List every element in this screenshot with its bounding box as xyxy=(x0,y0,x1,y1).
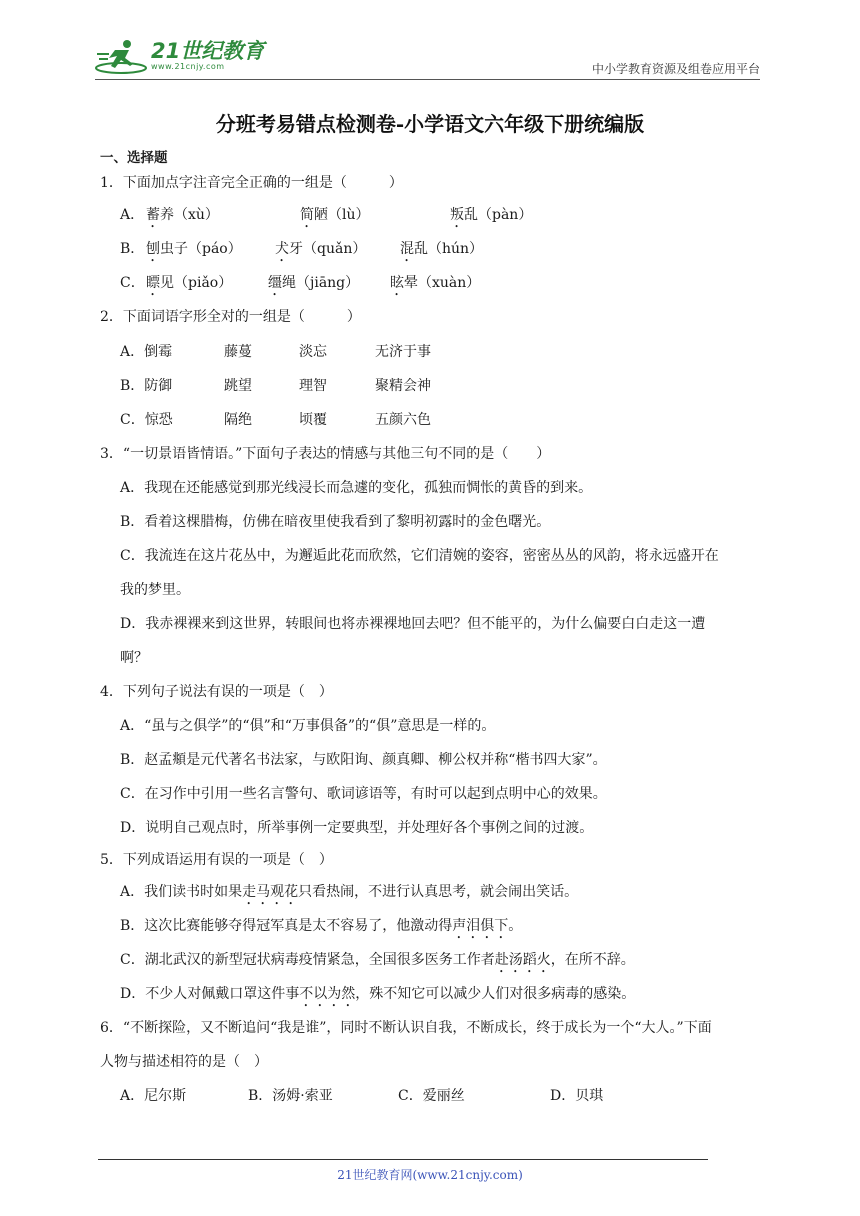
runner-logo-icon xyxy=(95,38,147,76)
option-text: 顷覆 xyxy=(299,412,327,428)
option-text: 只看热闹，不进行认真思考，就会闹出笑话。 xyxy=(298,884,579,900)
dotted-char: 眩 xyxy=(390,275,404,291)
question-5-option-d xyxy=(120,984,760,1010)
option-text: 淡忘 xyxy=(299,344,327,360)
header-divider xyxy=(95,79,760,80)
option-text: C．惊恐 xyxy=(120,412,173,428)
question-4-stem: 4．下列句子说法有误的一项是（ ） xyxy=(100,684,333,700)
page-header xyxy=(95,38,760,80)
option-letter: C． xyxy=(120,275,145,291)
question-3-option-a: A．我现在还能感觉到那光线浸长而急遽的变化，孤独而惆怅的黄昏的到来。 xyxy=(120,480,593,496)
option-text: 见（piǎo） xyxy=(160,275,233,291)
question-6-stem-cont: 人物与描述相符的是（ ） xyxy=(100,1054,268,1070)
option-text: 陋（lù） xyxy=(314,207,370,223)
option-text: B．汤姆·索亚 xyxy=(248,1088,333,1104)
question-4-option-b: B．赵孟頫是元代著名书法家，与欧阳询、颜真卿、柳公权并称“楷书四大家”。 xyxy=(120,752,607,768)
question-2-stem: 2．下面词语字形全对的一组是（ ） xyxy=(100,309,361,325)
question-4-option-a: A．“虽与之俱学”的“俱”和“万事俱备”的“俱”意思是一样的。 xyxy=(120,718,496,734)
option-text: ，殊不知它可以减少人们对很多病毒的感染。 xyxy=(355,986,636,1002)
option-text: ，在所不辞。 xyxy=(550,952,635,968)
option-text: A．倒霉 xyxy=(120,344,173,360)
option-text: A．尼尔斯 xyxy=(120,1088,187,1104)
question-4-option-c: C．在习作中引用一些名言警句、歌词谚语等，有时可以起到点明中心的效果。 xyxy=(120,786,607,802)
dotted-idiom: 走马观花 xyxy=(242,884,299,900)
option-text: B．防御 xyxy=(120,378,173,394)
option-text: 理智 xyxy=(299,378,327,394)
option-text: A．我们读书时如果 xyxy=(120,884,243,900)
dotted-char: 缰 xyxy=(268,275,282,291)
option-text: 虫子（páo） xyxy=(160,241,242,257)
question-5-stem: 5．下列成语运用有误的一项是（ ） xyxy=(100,852,333,868)
dotted-char: 蓄 xyxy=(146,207,160,223)
option-text: 跳望 xyxy=(224,378,252,394)
question-4-option-d: D．说明自己观点时，所举事例一定要典型，并处理好各个事例之间的过渡。 xyxy=(120,820,594,836)
option-text: C．爱丽丝 xyxy=(398,1088,465,1104)
dotted-idiom: 赴汤蹈火 xyxy=(494,952,551,968)
dotted-char: 叛 xyxy=(450,207,464,223)
document-title: 分班考易错点检测卷-小学语文六年级下册统编版 xyxy=(215,112,645,136)
question-6-stem: 6．“不断探险，又不断追问“我是谁”，同时不断认识自我，不断成长，终于成长为一个“大人。”下面 xyxy=(100,1020,712,1036)
dotted-idiom: 不以为然 xyxy=(299,986,356,1002)
question-1-stem: 1．下面加点字注音完全正确的一组是（ ） xyxy=(100,175,403,191)
question-3-option-c: C．我流连在这片花丛中，为邂逅此花而欣然，它们清婉的姿容，密密丛丛的风韵，将永远盛开在 xyxy=(120,548,719,564)
question-3-stem: 3．“一切景语皆情语。”下面句子表达的情感与其他三句不同的是（ ） xyxy=(100,446,551,462)
dotted-char: 混 xyxy=(400,241,414,257)
platform-label: 中小学教育资源及组卷应用平台 xyxy=(591,62,760,76)
logo-title: 21世纪教育 xyxy=(151,39,265,63)
option-text: C．湖北武汉的新型冠状病毒疫情紧急，全国很多医务工作者 xyxy=(120,952,495,968)
question-3-option-c-cont: 我的梦里。 xyxy=(120,582,190,598)
question-3-option-d-cont: 啊？ xyxy=(120,650,148,666)
footer-divider xyxy=(98,1159,708,1160)
option-text: D．贝琪 xyxy=(550,1088,604,1104)
dotted-char: 瞟 xyxy=(146,275,160,291)
option-text: 聚精会神 xyxy=(375,378,431,394)
question-3-option-b: B．看着这棵腊梅，仿佛在暗夜里使我看到了黎明初露时的金色曙光。 xyxy=(120,514,551,530)
dotted-char: 简 xyxy=(300,207,314,223)
dotted-idiom: 声泪俱下 xyxy=(452,918,509,934)
question-5-option-c xyxy=(120,950,760,976)
option-text: D．不少人对佩戴口罩这件事 xyxy=(120,986,300,1002)
question-5-option-a xyxy=(120,882,760,908)
option-letter: B． xyxy=(120,241,145,257)
option-letter: A． xyxy=(120,207,145,223)
dotted-char: 犬 xyxy=(275,241,289,257)
option-text: B．这次比赛能够夺得冠军真是太不容易了，他激动得 xyxy=(120,918,453,934)
option-text: 晕（xuàn） xyxy=(404,275,481,291)
option-text: 乱（hún） xyxy=(414,241,484,257)
option-text: 绳（jiāng） xyxy=(282,275,360,291)
option-text: 隔绝 xyxy=(224,412,252,428)
option-text: 五颜六色 xyxy=(375,412,431,428)
logo-url: www.21cnjy.com xyxy=(151,62,225,71)
section-heading: 一、选择题 xyxy=(100,150,168,166)
logo xyxy=(95,38,264,76)
option-text: 牙（quǎn） xyxy=(289,241,367,257)
question-5-option-b xyxy=(120,916,760,942)
option-text: 养（xù） xyxy=(160,207,219,223)
dotted-char: 刨 xyxy=(146,241,160,257)
option-text: 乱（pàn） xyxy=(464,207,533,223)
option-text: 无济于事 xyxy=(375,344,431,360)
option-text: 。 xyxy=(508,918,523,934)
option-text: 藤蔓 xyxy=(224,344,252,360)
question-3-option-d: D．我赤裸裸来到这世界，转眼间也将赤裸裸地回去吧？但不能平的，为什么偏要白白走这一遭 xyxy=(120,616,706,632)
footer-link[interactable]: 21世纪教育网(www.21cnjy.com) xyxy=(337,1168,523,1182)
